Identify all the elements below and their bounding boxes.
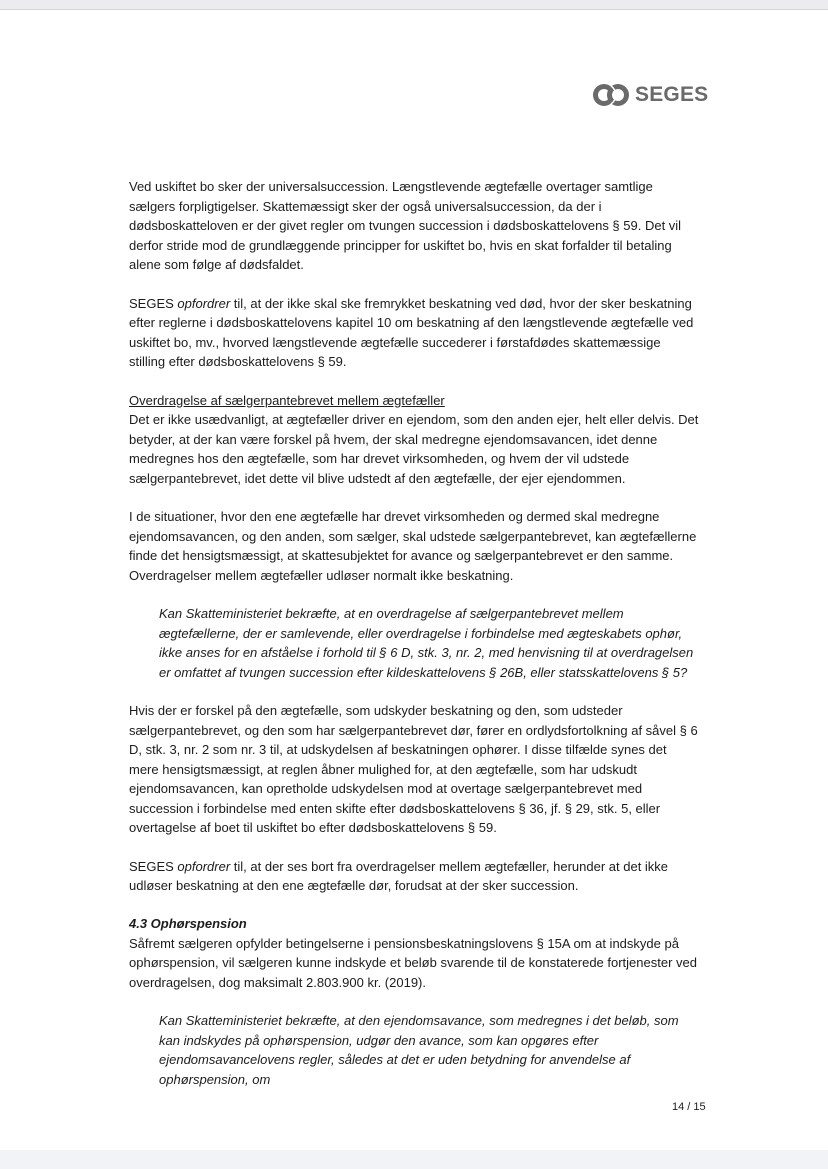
- paragraph-overdragelse: Det er ikke usædvanligt, at ægtefæller driver en ejendom, som den anden ejer, helt eller delvis. Det betyder, at der kan være forskel på hvem, der skal medregne ejendomsavancen, idet denne medregnes hos den ægtefælle, som har drevet virksomheden, og hvem der vil udstede sælgerpantebrevet, idet dette vil blive udstedt af den ægtefælle, der ejer ejendommen.: [129, 412, 699, 486]
- paragraph-situationer: I de situationer, hvor den ene ægtefælle har drevet virksomheden og dermed skal medregne ejendomsavancen, og den anden, som sælger, skal udstede sælgerpantebrevet, kan ægtefællerne finde det hensigtsmæssigt, at skattesubjektet for avance og sælgerpantebrevet er den samme. Overdragelser mellem ægtefæller udløser normalt ikke beskatning.: [129, 509, 697, 583]
- question-quote-2: Kan Skatteministeriet bekræfte, at den ejendomsavance, som medregnes i det beløb, som kan indskydes på ophørspension, udgør den avance, som kan opgøres efter ejendomsavancelovens regler, således at det er uden betydning for anvendelse af ophørspension, om: [159, 1013, 679, 1087]
- seges-logo: [591, 80, 708, 110]
- section-heading-ophoerspension: 4.3 Ophørspension: [129, 915, 247, 931]
- paragraph-forskel: Hvis der er forskel på den ægtefælle, som udskyder beskatning og den, som udsteder sælgerpantebrevet, og den som har sælgerpantebrevet dør, fører en ordlydsfortolkning af såvel § 6 D, stk. 3, nr. 2 som nr. 3 til, at udskydelsen af beskatningen ophører. I disse tilfælde synes det mere hensigtsmæssigt, at reglen åbner mulighed for, at den ægtefælle, som har udskudt ejendomsavancen, kan opretholde udskydelsen mod at overtage sælgerpantebrevet med succession i forbindelse med enten skifte efter dødsboskattelovens § 36, jf. § 29, stk. 5, eller overtagelse af boet til uskiftet bo efter dødsboskattelovens § 59.: [129, 703, 698, 835]
- question-quote-1: Kan Skatteministeriet bekræfte, at en overdragelse af sælgerpantebrevet mellem ægtefællerne, der er samlevende, eller overdragelse i forbindelse med ægteskabets ophør, ikke anses for en afståelse i forhold til § 6 D, stk. 3, nr. 2, med henvisning til at overdragelsen er omfattet af tvungen succession efter kildeskattelovens § 26B, eller statsskattelovens § 5?: [159, 606, 694, 680]
- paragraph-uskiftet-bo: Ved uskiftet bo sker der universalsuccession. Længstlevende ægtefælle overtager samtlige sælgers forpligtigelser. Skattemæssigt sker der også universalsuccession, da der i dødsboskatteloven er der givet regler om tvungen succession i dødsboskattelovens § 59. Det vil derfor stride mod de grundlæggende principper for uskiftet bo, hvis en skat forfalder til betaling alene som følge af dødsfaldet.: [129, 179, 682, 272]
- scan-bottom-edge: [0, 1150, 828, 1169]
- page-number: 14 / 15: [672, 1101, 706, 1113]
- body-text: [129, 177, 699, 1089]
- paragraph-seges-opfordrer-1: SEGES opfordrer til, at der ikke skal ske fremrykket beskatning ved død, hvor der sker beskatning efter reglerne i dødsboskattelovens kapitel 10 om beskatning af den længstlevende ægtefælle ved uskiftet bo, mv., hvorved længstlevende ægtefælle succederer i førstafdødes skattemæssige stilling efter dødsboskattelovens § 59.: [129, 295, 694, 369]
- subheading-overdragelse: Overdragelse af sælgerpantebrevet mellem ægtefæller: [129, 392, 445, 408]
- logo-wordmark: SEGES: [635, 83, 709, 106]
- scan-top-edge: [0, 0, 828, 10]
- paragraph-seges-opfordrer-2: SEGES opfordrer til, at der ses bort fra overdragelser mellem ægtefæller, herunder at det ikke udløser beskatning at den ene ægtefælle dør, forudsat at der sker succession.: [129, 858, 669, 893]
- paragraph-ophoerspension: Såfremt sælgeren opfylder betingelserne i pensionsbeskatningslovens § 15A om at indskyde på ophørspension, vil sælgeren kunne indskyde et beløb svarende til de konstaterede fortjenester ved overdragelsen, dog maksimalt 2.803.900 kr. (2019).: [129, 935, 697, 990]
- seges-logo-icon: [591, 81, 631, 109]
